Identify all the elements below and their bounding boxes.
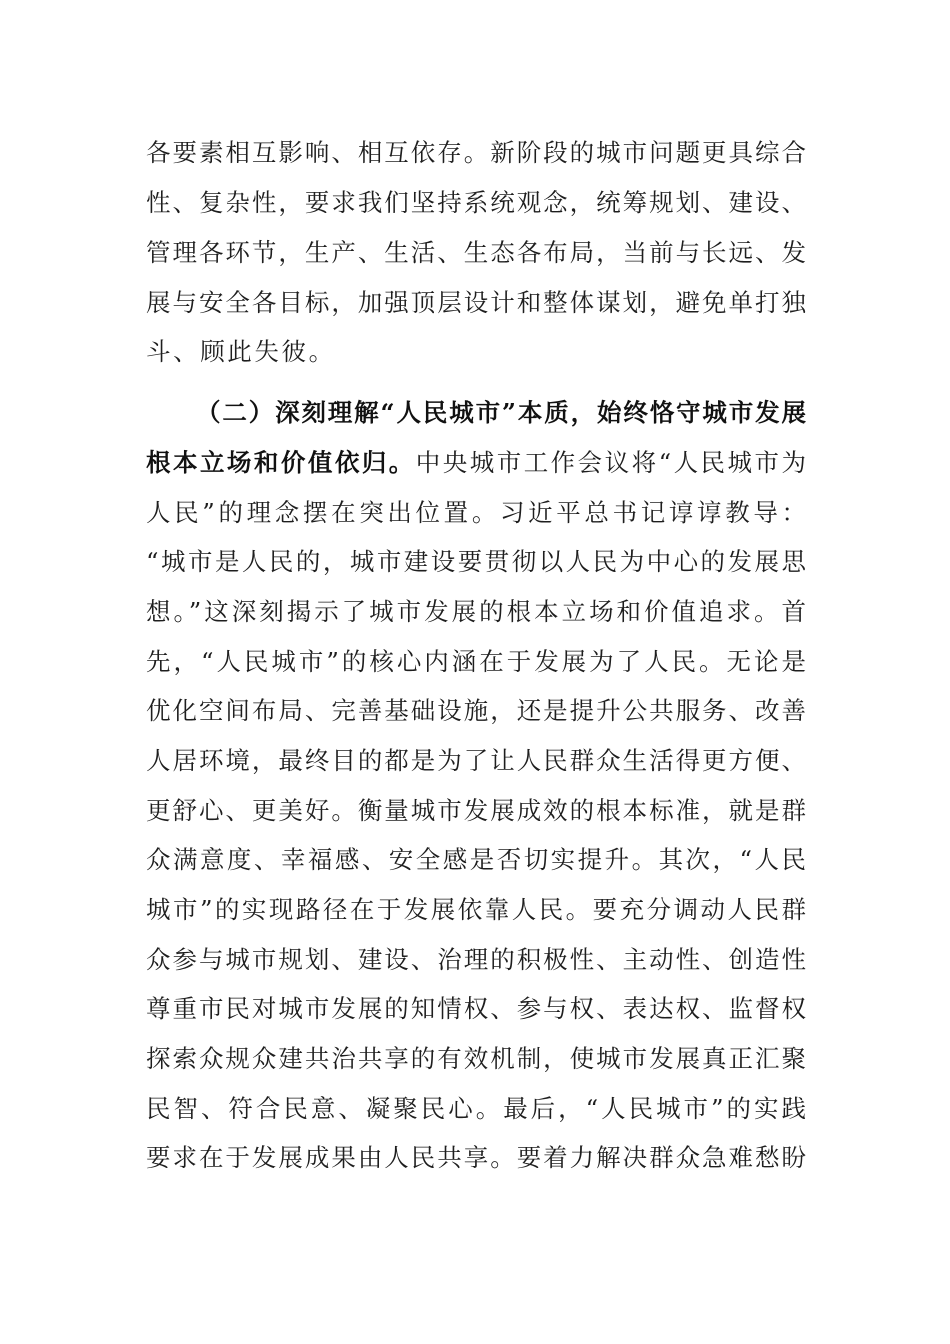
paragraph-line: 展与安全各目标，加强顶层设计和整体谋划，避免单打独	[146, 288, 806, 317]
paragraph-line: 先，“人民城市”的核心内涵在于发展为了人民。无论是	[146, 647, 806, 676]
paragraph-line: 众参与城市规划、建设、治理的积极性、主动性、创造性	[146, 945, 806, 974]
paragraph-line: 城市”的实现路径在于发展依靠人民。要充分调动人民群	[146, 895, 806, 924]
paragraph-line	[146, 443, 806, 483]
paragraph-line: 各要素相互影响、相互依存。新阶段的城市问题更具综合	[146, 138, 806, 167]
section-heading-continuation: 根本立场和价值依归。	[146, 448, 416, 477]
paragraph-line: 民智、符合民意、凝聚民心。最后，“人民城市”的实践	[146, 1094, 806, 1123]
paragraph-line: 人居环境，最终目的都是为了让人民群众生活得更方便、	[146, 746, 806, 775]
paragraph-line: 人民”的理念摆在突出位置。习近平总书记谆谆教导：	[146, 498, 806, 527]
paragraph-line: 探索众规众建共治共享的有效机制，使城市发展真正汇聚	[146, 1044, 806, 1073]
paragraph-line: 管理各环节，生产、生活、生态各布局，当前与长远、发	[146, 238, 806, 267]
paragraph-line: 优化空间布局、完善基础设施，还是提升公共服务、改善	[146, 696, 806, 725]
paragraph-line: 斗、顾此失彼。	[146, 337, 336, 366]
paragraph-line: 尊重市民对城市发展的知情权、参与权、表达权、监督权	[146, 994, 806, 1023]
paragraph-text: 中央城市工作会议将“人民城市为	[415, 448, 806, 477]
paragraph-line: 众满意度、幸福感、安全感是否切实提升。其次，“人民	[146, 845, 806, 874]
paragraph-line: “城市是人民的，城市建设要贯彻以人民为中心的发展思	[146, 547, 806, 576]
paragraph-line: 要求在于发展成果由人民共享。要着力解决群众急难愁盼	[146, 1143, 806, 1172]
section-heading: （二）深刻理解“人民城市”本质，始终恪守城市发展	[196, 398, 806, 427]
paragraph-line: 性、复杂性，要求我们坚持系统观念，统筹规划、建设、	[146, 188, 806, 217]
paragraph-line: 想。”这深刻揭示了城市发展的根本立场和价值追求。首	[146, 597, 806, 626]
paragraph-line: 更舒心、更美好。衡量城市发展成效的根本标准，就是群	[146, 796, 806, 825]
